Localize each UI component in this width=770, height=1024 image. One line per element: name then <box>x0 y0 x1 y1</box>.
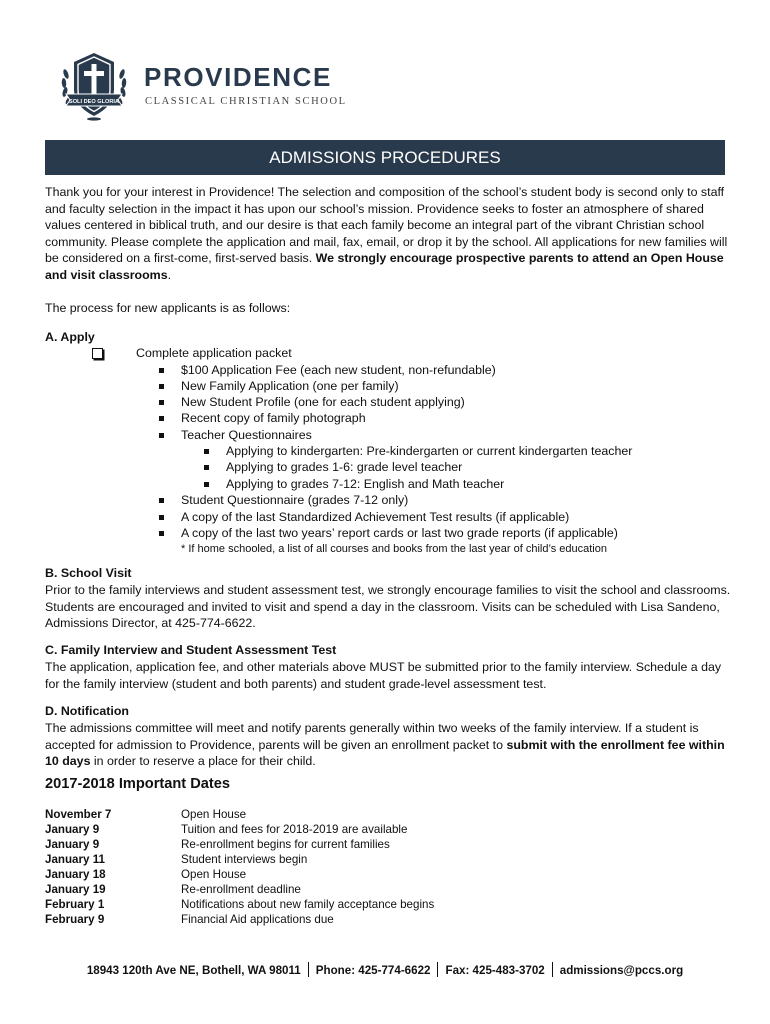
intro-text: Thank you for your interest in Providence! The selection and composition of the school’s student body is second only to staff and faculty selection in the impact it has upon our school’s mission. Providence seeks to foster an atmosphere of shared values centered in biblical truth, and our desire is that each family become an integral part of the vibrant Christian school community. Please complete the application and mail, fax, email, or drop it by the school. All applications for new families will be considered on a first-come, first-served basis. <box>45 185 728 266</box>
divider <box>552 962 553 977</box>
notification-bold-text: submit with the enrollment fee within 10 days <box>45 737 725 769</box>
square-bullet-icon <box>204 482 209 487</box>
sub-list-item: Applying to grades 1-6: grade level teacher <box>226 460 463 474</box>
list-item: A copy of the last Standardized Achievement Test results (if applicable) <box>181 510 570 524</box>
list-item: Recent copy of family photograph <box>181 411 366 425</box>
school-tagline: CLASSICAL CHRISTIAN SCHOOL <box>145 96 347 107</box>
divider <box>308 962 309 977</box>
sub-list-item: Applying to grades 7-12: English and Math teacher <box>226 477 505 491</box>
contact-footer <box>0 962 770 977</box>
square-bullet-icon <box>159 531 164 536</box>
crest-icon <box>60 50 128 122</box>
date-cell: January 18 <box>45 868 106 881</box>
school-logo <box>60 50 360 122</box>
page-title-banner: ADMISSIONS PROCEDURES <box>45 140 725 175</box>
interview-paragraph: The application, application fee, and other materials above MUST be submitted prior to the family interview. Schedule a day for the family interview (student and both parents) and student grade-level assessment test. <box>45 660 722 691</box>
sub-list-item: Applying to kindergarten: Pre-kindergarten or current kindergarten teacher <box>226 444 633 458</box>
footer-email: admissions@pccs.org <box>559 964 684 977</box>
date-cell: January 9 <box>45 823 100 836</box>
notification-paragraph <box>45 720 735 770</box>
list-item: Teacher Questionnaires <box>181 428 312 442</box>
square-bullet-icon <box>159 368 164 373</box>
list-item: $100 Application Fee (each new student, non-refundable) <box>181 363 496 377</box>
checkbox-icon <box>92 348 103 359</box>
event-cell: Open House <box>181 868 247 881</box>
footer-address: 18943 120th Ave NE, Bothell, WA 98011 <box>86 964 301 977</box>
dates-heading: 2017-2018 Important Dates <box>45 776 230 792</box>
intro-end: . <box>167 267 172 282</box>
visit-heading: B. School Visit <box>45 566 132 580</box>
home-school-note: * If home schooled, a list of all courses and books from the last year of child’s education <box>181 543 607 555</box>
event-cell: Financial Aid applications due <box>181 913 334 926</box>
intro-paragraph <box>45 184 735 284</box>
event-cell: Tuition and fees for 2018-2019 are available <box>181 823 408 836</box>
apply-heading: A. Apply <box>45 330 95 344</box>
list-item: A copy of the last two years’ report cards or last two grade reports (if applicable) <box>181 526 618 540</box>
notification-text-a: The admissions committee will meet and notify parents generally within two weeks of the family interview. If a student is accepted for admission to Providence, parents will be given an enrollment packet to <box>45 721 699 752</box>
date-cell: January 9 <box>45 838 100 851</box>
school-name: PROVIDENCE <box>144 62 332 92</box>
date-cell: November 7 <box>45 808 112 821</box>
divider <box>437 962 438 977</box>
square-bullet-icon <box>159 400 164 405</box>
footer-fax: Fax: 425-483-3702 <box>445 964 545 977</box>
list-item: Student Questionnaire (grades 7-12 only) <box>181 493 409 507</box>
notification-text-b: in order to reserve a place for their child. <box>90 754 316 769</box>
square-bullet-icon <box>159 433 164 438</box>
square-bullet-icon <box>159 498 164 503</box>
event-cell: Notifications about new family acceptance begins <box>181 898 435 911</box>
interview-heading: C. Family Interview and Student Assessment Test <box>45 643 337 657</box>
square-bullet-icon <box>159 515 164 520</box>
intro-bold-text: We strongly encourage prospective parents to attend an Open House and visit classrooms <box>45 251 724 282</box>
square-bullet-icon <box>204 465 209 470</box>
date-cell: January 11 <box>45 853 105 866</box>
event-cell: Open House <box>181 808 247 821</box>
date-cell: February 9 <box>45 913 105 926</box>
square-bullet-icon <box>159 416 164 421</box>
square-bullet-icon <box>159 384 164 389</box>
date-cell: January 19 <box>45 883 106 896</box>
process-intro: The process for new applicants is as follows: <box>45 301 291 315</box>
event-cell: Student interviews begin <box>181 853 308 866</box>
crest-ribbon-text: SOLI DEO GLORIA <box>68 99 120 105</box>
date-cell: February 1 <box>45 898 105 911</box>
packet-label: Complete application packet <box>136 346 292 360</box>
notification-heading: D. Notification <box>45 704 129 718</box>
visit-paragraph: Prior to the family interviews and student assessment test, we strongly encourage families to visit the school and classrooms. Students are encouraged and invited to visit and spend a day in the classroom. Visits can be scheduled with Lisa Sandeno, Admissions Director, at 425-774-6622. <box>45 583 731 631</box>
list-item: New Family Application (one per family) <box>181 379 399 393</box>
square-bullet-icon <box>204 449 209 454</box>
list-item: New Student Profile (one for each student applying) <box>181 395 465 409</box>
event-cell: Re-enrollment begins for current families <box>181 838 390 851</box>
footer-phone: Phone: 425-774-6622 <box>315 964 431 977</box>
event-cell: Re-enrollment deadline <box>181 883 301 896</box>
